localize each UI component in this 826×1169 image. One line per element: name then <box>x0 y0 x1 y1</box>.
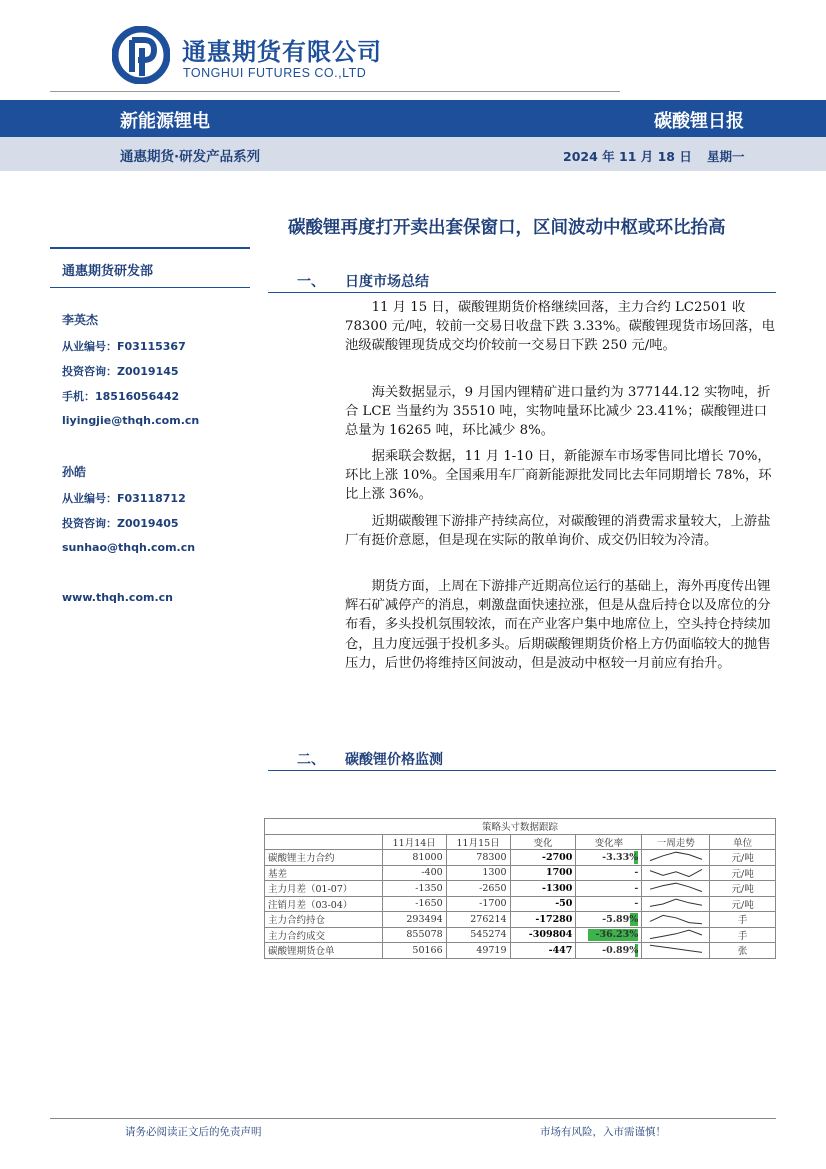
sparkline <box>646 866 706 880</box>
rate-text: -5.89% <box>602 913 639 925</box>
analyst-advisory: 投资咨询：Z0019405 <box>62 517 179 530</box>
value-change: 1700 <box>510 865 576 881</box>
trend-cell <box>642 927 710 943</box>
value-change: -2700 <box>510 850 576 866</box>
table-row <box>265 850 776 866</box>
section-title: 碳酸锂价格监测 <box>345 752 443 768</box>
sidebar-dept-rule <box>50 287 250 288</box>
sidebar-dept: 通惠期货研发部 <box>62 264 154 279</box>
sparkline-path <box>650 930 702 938</box>
trend-cell <box>642 943 710 959</box>
value-unit: 元/吨 <box>710 865 776 881</box>
table-row <box>265 881 776 897</box>
sparkline-path <box>650 916 702 924</box>
value-rate <box>576 896 642 912</box>
table-header-cell: 11月15日 <box>446 834 510 850</box>
value-day2: 276214 <box>446 912 510 928</box>
section-rule <box>268 292 776 293</box>
trend-cell <box>642 881 710 897</box>
value-unit: 元/吨 <box>710 881 776 897</box>
value-day2: 545274 <box>446 927 510 943</box>
value-change: -447 <box>510 943 576 959</box>
value-unit: 元/吨 <box>710 850 776 866</box>
header-divider <box>50 91 620 92</box>
report-weekday: 星期一 <box>707 149 745 164</box>
row-label: 基差 <box>265 865 383 881</box>
report-name: 碳酸锂日报 <box>654 111 744 132</box>
company-name-cn: 通惠期货有限公司 <box>182 38 382 66</box>
value-day1: 50166 <box>382 943 446 959</box>
section-title: 日度市场总结 <box>345 274 429 290</box>
company-name-en: TONGHUI FUTURES CO.,LTD <box>183 66 367 80</box>
row-label: 主力合约持仓 <box>265 912 383 928</box>
trend-cell <box>642 865 710 881</box>
rate-text: -3.33% <box>602 851 639 863</box>
table-row <box>265 912 776 928</box>
rate-text: - <box>634 867 639 879</box>
sparkline-path <box>650 852 702 860</box>
sparkline <box>646 850 706 864</box>
trend-cell <box>642 850 710 866</box>
analyst-name: 孙皓 <box>62 465 87 479</box>
report-category: 新能源锂电 <box>120 111 210 132</box>
section-rule <box>268 770 776 771</box>
table-row <box>265 927 776 943</box>
sparkline <box>646 912 706 926</box>
table-caption: 策略头寸数据跟踪 <box>265 819 776 835</box>
trend-cell <box>642 896 710 912</box>
rate-text: -36.23% <box>595 929 639 941</box>
row-label: 碳酸锂期货仓单 <box>265 943 383 959</box>
category-bar <box>0 100 826 137</box>
value-unit: 手 <box>710 927 776 943</box>
value-change: -50 <box>510 896 576 912</box>
value-day1: 293494 <box>382 912 446 928</box>
sparkline-path <box>650 945 702 952</box>
report-date: 2024 年 11 月 18 日 <box>563 149 692 164</box>
value-rate <box>576 943 642 959</box>
sparkline <box>646 928 706 942</box>
analyst-license: 从业编号：F03118712 <box>62 492 186 505</box>
sparkline <box>646 897 706 911</box>
value-unit: 手 <box>710 912 776 928</box>
analyst-email[interactable]: sunhao@thqh.com.cn <box>62 541 196 554</box>
sparkline <box>646 943 706 957</box>
table-header-cell: 变化率 <box>576 834 642 850</box>
paragraph: 期货方面，上周在下游排产近期高位运行的基础上，海外再度传出锂辉石矿减停产的消息，刺激盘面快速拉涨，但是从盘后持仓以及席位的分布看，多头投机氛围较浓，而在产业客户集中地席位上，空头持仓持续加仓，且力度远强于投机多头。后期碳酸锂期货价格上方仍面临较大的抛售压力，后世仍将维持区间波动，但是波动中枢较一月前应有抬升。 <box>345 579 771 671</box>
row-label: 注销月差（03-04） <box>265 896 383 912</box>
value-rate <box>576 865 642 881</box>
trend-cell <box>642 912 710 928</box>
paragraph: 近期碳酸锂下游排产持续高位，对碳酸锂的消费需求量较大，上游盐厂有挺价意愿，但是现在实际的散单询价、成交仍旧较为冷清。 <box>345 514 771 549</box>
value-unit: 元/吨 <box>710 896 776 912</box>
sidebar-top-rule <box>50 247 250 249</box>
value-change: -1300 <box>510 881 576 897</box>
company-website[interactable]: www.thqh.com.cn <box>62 591 174 604</box>
value-day2: -1700 <box>446 896 510 912</box>
section-number: 二、 <box>297 752 325 768</box>
table-header-row <box>265 834 776 850</box>
rate-text: - <box>634 882 639 894</box>
analyst-license: 从业编号：F03115367 <box>62 340 186 353</box>
value-day1: -1650 <box>382 896 446 912</box>
footer-disclaimer[interactable]: 请务必阅读正文后的免责声明 <box>125 1126 262 1138</box>
value-day2: 49719 <box>446 943 510 959</box>
value-day2: -2650 <box>446 881 510 897</box>
value-day1: 81000 <box>382 850 446 866</box>
rate-text: - <box>634 898 639 910</box>
value-day2: 1300 <box>446 865 510 881</box>
value-rate <box>576 927 642 943</box>
paragraph: 据乘联会数据，11 月 1-10 日，新能源车市场零售同比增长 70%，环比上涨 10%。全国乘用车厂商新能源批发同比去年同期增长 78%，环比上涨 36%。 <box>345 449 772 503</box>
analyst-advisory: 投资咨询：Z0019145 <box>62 365 179 378</box>
table-header-cell: 变化 <box>510 834 576 850</box>
row-label: 碳酸锂主力合约 <box>265 850 383 866</box>
footer-risk-note: 市场有风险，入市需谨慎！ <box>540 1126 666 1138</box>
value-rate <box>576 912 642 928</box>
strategy-table <box>264 818 776 959</box>
table-header-cell: 一周走势 <box>642 834 710 850</box>
report-series: 通惠期货·研发产品系列 <box>120 149 261 165</box>
sparkline-path <box>650 883 702 891</box>
page-title: 碳酸锂再度打开卖出套保窗口，区间波动中枢或环比抬高 <box>288 218 726 238</box>
paragraph: 海关数据显示，9 月国内锂精矿进口量约为 377144.12 实物吨，折合 LCE 当量约为 35510 吨，实物吨量环比减少 23.41%；碳酸锂进口总量为 16265 吨，环比减少 8%。 <box>345 385 771 439</box>
section-number: 一、 <box>297 274 325 290</box>
table-header-cell: 单位 <box>710 834 776 850</box>
value-change: -17280 <box>510 912 576 928</box>
table-row <box>265 943 776 959</box>
table-row <box>265 896 776 912</box>
value-day2: 78300 <box>446 850 510 866</box>
table-header-cell <box>265 834 383 850</box>
analyst-name: 李英杰 <box>62 313 99 327</box>
tonghui-logo-icon <box>112 26 170 84</box>
value-unit: 张 <box>710 943 776 959</box>
rate-text: -0.89% <box>602 944 639 956</box>
table-row <box>265 865 776 881</box>
value-day1: -1350 <box>382 881 446 897</box>
analyst-email[interactable]: liyingjie@thqh.com.cn <box>62 414 200 427</box>
value-change: -309804 <box>510 927 576 943</box>
value-rate <box>576 850 642 866</box>
sparkline <box>646 881 706 895</box>
sparkline-path <box>650 869 702 876</box>
row-label: 主力合约成交 <box>265 927 383 943</box>
value-day1: -400 <box>382 865 446 881</box>
table-header-cell: 11月14日 <box>382 834 446 850</box>
analyst-phone: 手机：18516056442 <box>62 390 180 403</box>
row-label: 主力月差（01-07） <box>265 881 383 897</box>
series-bar <box>0 137 826 171</box>
value-rate <box>576 881 642 897</box>
paragraph: 11 月 15 日，碳酸锂期货价格继续回落，主力合约 LC2501 收 78300 元/吨，较前一交易日收盘下跌 3.33%。碳酸锂现货市场回落，电池级碳酸锂现货成交均价较前一交易日下跌 250 元/吨。 <box>345 300 775 354</box>
value-day1: 855078 <box>382 927 446 943</box>
company-logo <box>112 26 402 88</box>
footer-rule <box>50 1118 776 1119</box>
sparkline-path <box>650 899 702 906</box>
